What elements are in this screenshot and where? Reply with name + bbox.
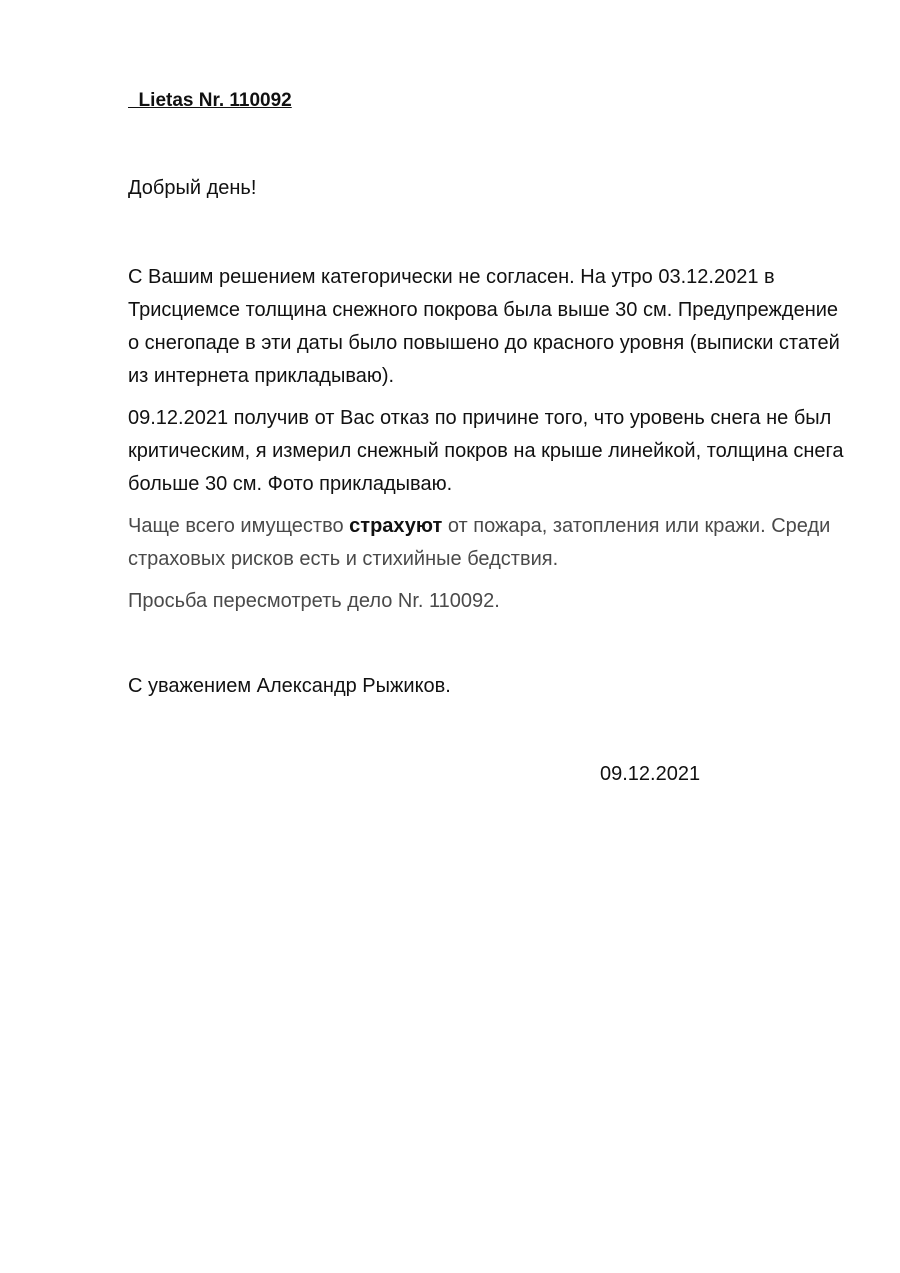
paragraph-objection: С Вашим решением категорически не согласен. На утро 03.12.2021 в Трисциемсе толщина снежного покрова была выше 30 см. Предупреждение о снегопаде в эти даты было повышено до красного уровня (выписки статей из интернета прикладываю). xyxy=(128,266,840,387)
case-title: Lietas Nr. 110092 xyxy=(128,90,292,111)
letter-date: 09.12.2021 xyxy=(600,763,701,785)
paragraph-insurance-risks xyxy=(128,510,848,576)
paragraph-insurance-bold: страхуют xyxy=(349,515,443,537)
closing-signature: С уважением Александр Рыжиков. xyxy=(128,675,451,697)
paragraph-measurement: 09.12.2021 получив от Вас отказ по причине того, что уровень снега не был критическим, я измерил снежный покров на крыше линейкой, толщина снега больше 30 см. Фото прикладываю. xyxy=(128,407,844,495)
letter-body xyxy=(128,261,848,627)
paragraph-insurance-after: от пожара, затопления или кражи. Среди страховых рисков есть и стихийные бедствия. xyxy=(128,515,831,570)
greeting: Добрый день! xyxy=(128,177,257,199)
paragraph-insurance-before: Чаще всего имущество xyxy=(128,515,350,537)
paragraph-request: Просьба пересмотреть дело Nr. 110092. xyxy=(128,590,500,612)
